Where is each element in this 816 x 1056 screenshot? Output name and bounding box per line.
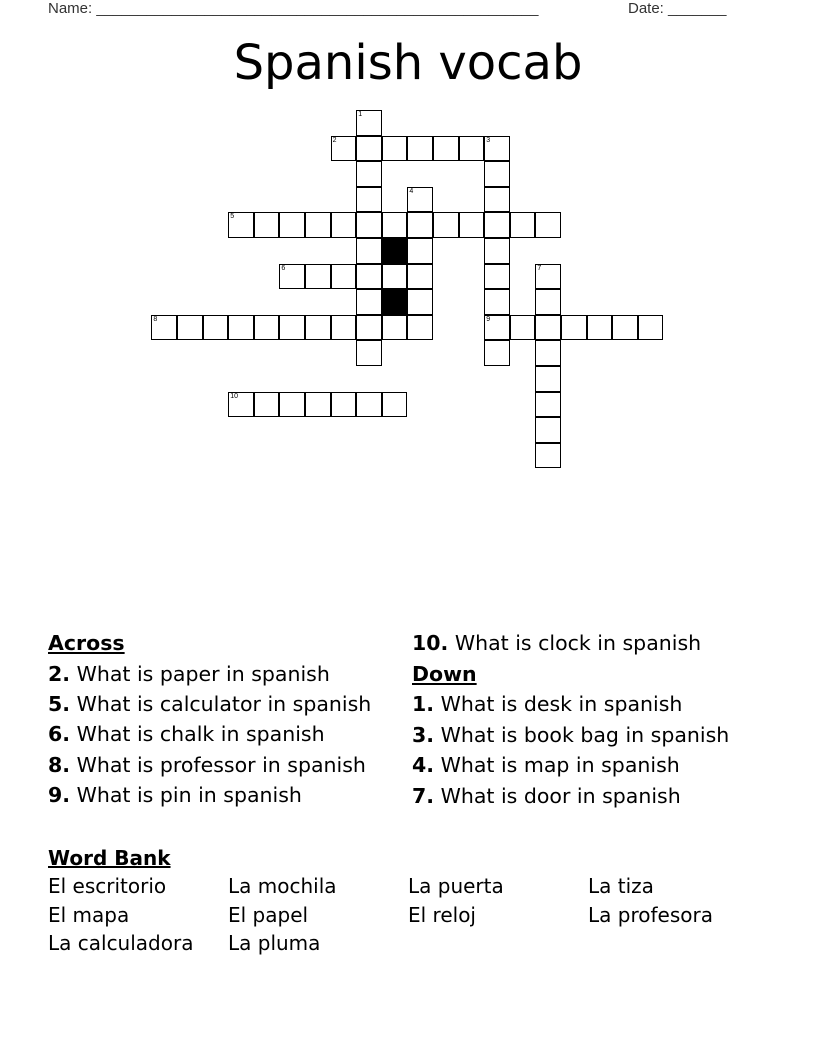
grid-cell[interactable] <box>484 161 510 187</box>
grid-cell[interactable] <box>331 315 357 341</box>
grid-cell[interactable] <box>356 161 382 187</box>
grid-cell[interactable] <box>279 264 305 290</box>
grid-cell[interactable] <box>510 315 536 341</box>
word-bank-item: La mochila <box>228 874 337 898</box>
grid-cell[interactable] <box>407 238 433 264</box>
clue-down-4: 4. What is map in spanish <box>412 753 680 777</box>
cell-number: 4 <box>409 187 414 195</box>
grid-cell[interactable] <box>561 315 587 341</box>
grid-cell[interactable] <box>484 264 510 290</box>
grid-cell[interactable] <box>356 264 382 290</box>
grid-cell[interactable] <box>484 212 510 238</box>
clues-left-column <box>48 628 388 811</box>
grid-cell[interactable] <box>331 264 357 290</box>
grid-cell[interactable] <box>177 315 203 341</box>
grid-cell[interactable] <box>510 212 536 238</box>
name-field[interactable]: Name: _____________________________________________________ <box>48 0 539 17</box>
grid-cell[interactable] <box>484 238 510 264</box>
word-bank <box>48 844 768 958</box>
cell-number: 7 <box>537 264 542 272</box>
grid-cell[interactable] <box>382 264 408 290</box>
clue-across-8: 8. What is professor in spanish <box>48 752 366 777</box>
cell-number: 3 <box>486 136 491 144</box>
grid-cell[interactable] <box>331 136 357 162</box>
word-bank-item: El reloj <box>408 902 476 927</box>
grid-cell[interactable] <box>356 315 382 341</box>
grid-cell[interactable] <box>535 264 561 290</box>
grid-cell[interactable] <box>407 264 433 290</box>
grid-cell[interactable] <box>407 212 433 238</box>
grid-cell[interactable] <box>254 392 280 418</box>
grid-cell[interactable] <box>203 315 229 341</box>
grid-cell[interactable] <box>484 315 510 341</box>
clue-across-9: 9. What is pin in spanish <box>48 783 302 807</box>
grid-cell[interactable] <box>356 289 382 315</box>
grid-cell[interactable] <box>382 315 408 341</box>
grid-cell[interactable] <box>484 136 510 162</box>
date-field[interactable]: Date: _______ <box>628 0 727 17</box>
grid-cell[interactable] <box>459 136 485 162</box>
clue-down-3: 3. What is book bag in spanish <box>412 722 730 747</box>
grid-cell[interactable] <box>331 392 357 418</box>
grid-cell[interactable] <box>407 289 433 315</box>
grid-cell[interactable] <box>535 315 561 341</box>
grid-cell[interactable] <box>484 187 510 213</box>
grid-cell[interactable] <box>228 392 254 418</box>
clue-across-5: 5. What is calculator in spanish <box>48 692 372 716</box>
clue-across-10: 10. What is clock in spanish <box>412 631 702 655</box>
grid-cell[interactable] <box>407 315 433 341</box>
grid-cell[interactable] <box>484 340 510 366</box>
grid-cell[interactable] <box>459 212 485 238</box>
grid-cell[interactable] <box>587 315 613 341</box>
grid-cell[interactable] <box>151 315 177 341</box>
grid-cell[interactable] <box>638 315 664 341</box>
grid-cell[interactable] <box>279 392 305 418</box>
word-bank-item: La puerta <box>408 874 504 898</box>
grid-cell[interactable] <box>407 136 433 162</box>
grid-cell[interactable] <box>254 315 280 341</box>
grid-cell[interactable] <box>305 212 331 238</box>
grid-cell[interactable] <box>535 212 561 238</box>
grid-cell[interactable] <box>279 315 305 341</box>
word-bank-item: La tiza <box>588 874 654 898</box>
grid-cell[interactable] <box>228 315 254 341</box>
clue-across-6: 6. What is chalk in spanish <box>48 722 325 746</box>
word-bank-item: El papel <box>228 902 309 927</box>
cell-number: 9 <box>486 315 491 323</box>
down-heading: Down <box>412 661 477 686</box>
word-bank-heading: Word Bank <box>48 846 171 870</box>
grid-cell[interactable] <box>433 212 459 238</box>
word-bank-item: El escritorio <box>48 874 167 898</box>
across-heading: Across <box>48 631 125 655</box>
grid-cell[interactable] <box>305 315 331 341</box>
cell-number: 8 <box>153 315 158 323</box>
cell-number: 10 <box>230 392 238 400</box>
grid-cell[interactable] <box>279 212 305 238</box>
grid-cell[interactable] <box>228 212 254 238</box>
grid-cell[interactable] <box>356 136 382 162</box>
clue-down-1: 1. What is desk in spanish <box>412 692 683 716</box>
grid-cell[interactable] <box>535 417 561 443</box>
grid-cell[interactable] <box>356 110 382 136</box>
grid-cell[interactable] <box>331 212 357 238</box>
cell-number: 5 <box>230 213 235 221</box>
grid-block <box>382 289 408 315</box>
grid-cell[interactable] <box>535 366 561 392</box>
word-bank-item: La profesora <box>588 902 713 927</box>
word-bank-item: La calculadora <box>48 931 194 955</box>
crossword-grid <box>0 0 816 500</box>
grid-cell[interactable] <box>407 187 433 213</box>
cell-number: 6 <box>281 264 286 272</box>
grid-cell[interactable] <box>305 392 331 418</box>
cell-number: 2 <box>332 136 337 144</box>
clue-across-2: 2. What is paper in spanish <box>48 661 330 686</box>
grid-cell[interactable] <box>254 212 280 238</box>
grid-cell[interactable] <box>305 264 331 290</box>
page-title: Spanish vocab <box>233 35 583 91</box>
grid-cell[interactable] <box>356 340 382 366</box>
grid-cell[interactable] <box>484 289 510 315</box>
grid-cell[interactable] <box>356 212 382 238</box>
grid-cell[interactable] <box>356 187 382 213</box>
clues-right-column <box>412 628 772 811</box>
grid-cell[interactable] <box>356 238 382 264</box>
grid-cell[interactable] <box>356 392 382 418</box>
grid-cell[interactable] <box>535 392 561 418</box>
grid-cell[interactable] <box>382 136 408 162</box>
grid-cell[interactable] <box>535 340 561 366</box>
grid-cell[interactable] <box>382 392 408 418</box>
grid-cell[interactable] <box>612 315 638 341</box>
grid-cell[interactable] <box>433 136 459 162</box>
grid-cell[interactable] <box>535 443 561 469</box>
word-bank-item: El mapa <box>48 902 130 927</box>
grid-cell[interactable] <box>382 212 408 238</box>
clue-down-7: 7. What is door in spanish <box>412 783 681 808</box>
cell-number: 1 <box>358 111 363 118</box>
grid-block <box>382 238 408 264</box>
word-bank-item: La pluma <box>228 931 321 955</box>
grid-cell[interactable] <box>535 289 561 315</box>
